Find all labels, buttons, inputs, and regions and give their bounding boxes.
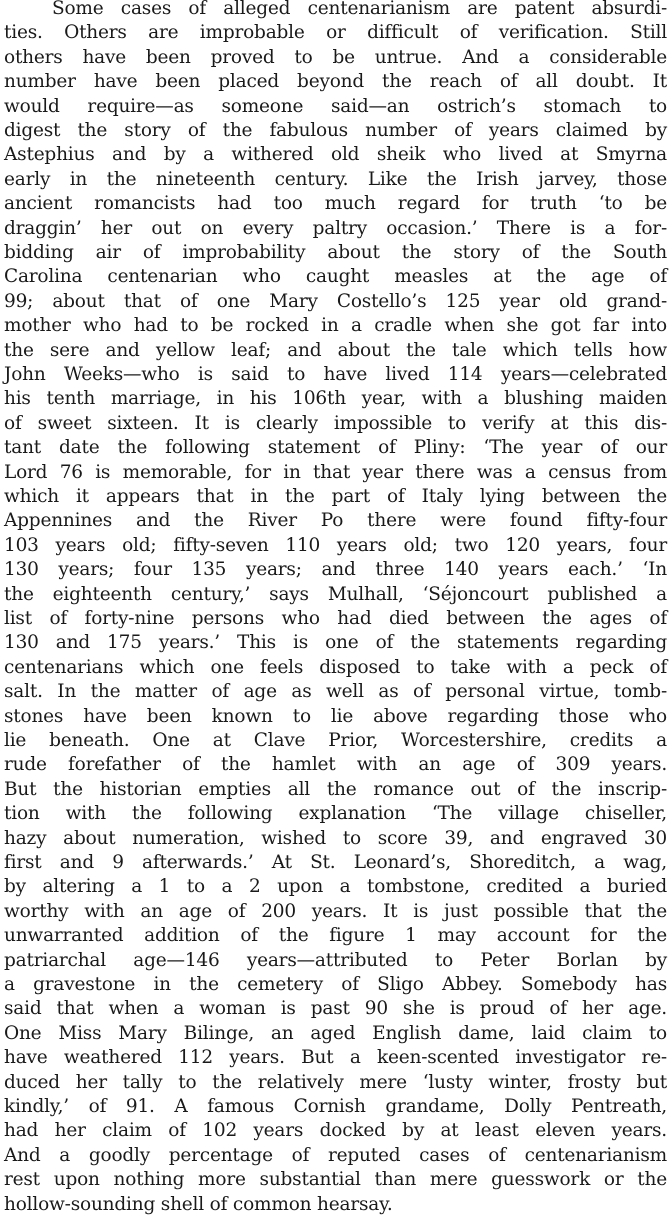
text-line: draggin’ her out on every paltry occasion.’ There is a for- bbox=[4, 217, 667, 239]
text-line: bidding air of improbability about the story of the South bbox=[4, 242, 667, 263]
text-line: lie beneath. One at Clave Prior, Worcestershire, credits a bbox=[4, 730, 667, 751]
text-line: others have been proved to be untrue. And a considerable bbox=[4, 46, 667, 68]
text-line: Lord 76 is memorable, for in that year there was a census from bbox=[4, 461, 667, 483]
text-line: which it appears that in the part of Italy lying between the bbox=[4, 486, 667, 507]
text-line: hollow-sounding shell of common hearsay. bbox=[4, 1193, 393, 1215]
text-line: hazy about numeration, wished to score 39, and engraved 30 bbox=[4, 827, 667, 849]
text-line: centenarians which one feels disposed to take with a peck of bbox=[4, 656, 667, 678]
text-line: duced her tally to the relatively mere ‘lusty winter, frosty but bbox=[4, 1071, 667, 1093]
text-line: had her claim of 102 years docked by at least eleven years. bbox=[4, 1120, 667, 1142]
text-line: worthy with an age of 200 years. It is just possible that the bbox=[4, 900, 667, 922]
text-line: One Miss Mary Bilinge, an aged English dame, laid claim to bbox=[4, 1022, 667, 1044]
text-line: Appennines and the River Po there were found fifty-four bbox=[4, 510, 667, 532]
text-line: said that when a woman is past 90 she is proud of her age. bbox=[4, 998, 667, 1020]
text-line: rest upon nothing more substantial than mere guesswork or the bbox=[4, 1169, 667, 1191]
text-line: digest the story of the fabulous number of years claimed by bbox=[4, 120, 667, 141]
text-line: by altering a 1 to a 2 upon a tombstone, credited a buried bbox=[4, 876, 667, 898]
text-line: of sweet sixteen. It is clearly impossible to verify at this dis- bbox=[4, 412, 667, 434]
text-line: ties. Others are improbable or difficult of verification. Still bbox=[4, 22, 667, 44]
text-line: unwarranted addition of the figure 1 may account for the bbox=[4, 925, 667, 947]
text-line: salt. In the matter of age as well as of personal virtue, tomb- bbox=[4, 681, 667, 703]
text-line: ancient romancists had too much regard for truth ‘to be bbox=[4, 193, 667, 215]
text-line: have weathered 112 years. But a keen-scented investigator re- bbox=[4, 1047, 667, 1069]
text-line: list of forty-nine persons who had died between the ages of bbox=[4, 608, 667, 629]
text-line: 130 and 175 years.’ This is one of the statements regarding bbox=[4, 632, 667, 654]
text-line: tion with the following explanation ‘The village chiseller, bbox=[4, 803, 667, 825]
text-line: mother who had to be rocked in a cradle when she got far into bbox=[4, 315, 667, 337]
text-line: a gravestone in the cemetery of Sligo Abbey. Somebody has bbox=[4, 974, 667, 995]
text-line: stones have been known to lie above regarding those who bbox=[4, 705, 667, 727]
text-line: And a goodly percentage of reputed cases of centenarianism bbox=[4, 1144, 667, 1166]
document-page bbox=[4, 0, 667, 1215]
text-line: would require—as someone said—an ostrich’s stomach to bbox=[4, 95, 667, 117]
text-line: the sere and yellow leaf; and about the tale which tells how bbox=[4, 339, 667, 361]
text-line: 130 years; four 135 years; and three 140 years each.’ ‘In bbox=[4, 559, 667, 581]
text-line: John Weeks—who is said to have lived 114 years—celebrated bbox=[4, 364, 667, 385]
text-line: his tenth marriage, in his 106th year, with a blushing maiden bbox=[4, 388, 667, 410]
text-line: tant date the following statement of Pliny: ‘The year of our bbox=[4, 437, 667, 459]
text-line: 99; about that of one Mary Costello’s 125 year old grand- bbox=[4, 290, 667, 312]
text-line: kindly,’ of 91. A famous Cornish grandame, Dolly Pentreath, bbox=[4, 1096, 667, 1117]
text-line: first and 9 afterwards.’ At St. Leonard’s, Shoreditch, a wag, bbox=[4, 852, 667, 873]
text-line: But the historian empties all the romance out of the inscrip- bbox=[4, 778, 667, 800]
text-line: 103 years old; fifty-seven 110 years old; two 120 years, four bbox=[4, 534, 667, 556]
text-line: early in the nineteenth century. Like the Irish jarvey, those bbox=[4, 168, 667, 190]
text-line: Some cases of alleged centenarianism are patent absurdi- bbox=[52, 0, 667, 19]
text-line: number have been placed beyond the reach of all doubt. It bbox=[4, 71, 667, 93]
text-line: patriarchal age—146 years—attributed to Peter Borlan by bbox=[4, 949, 667, 971]
text-line: rude forefather of the hamlet with an age of 309 years. bbox=[4, 754, 667, 776]
text-line: the eighteenth century,’ says Mulhall, ‘Séjoncourt published a bbox=[4, 583, 667, 605]
text-line: Astephius and by a withered old sheik who lived at Smyrna bbox=[4, 144, 667, 166]
text-line: Carolina centenarian who caught measles at the age of bbox=[4, 266, 667, 288]
